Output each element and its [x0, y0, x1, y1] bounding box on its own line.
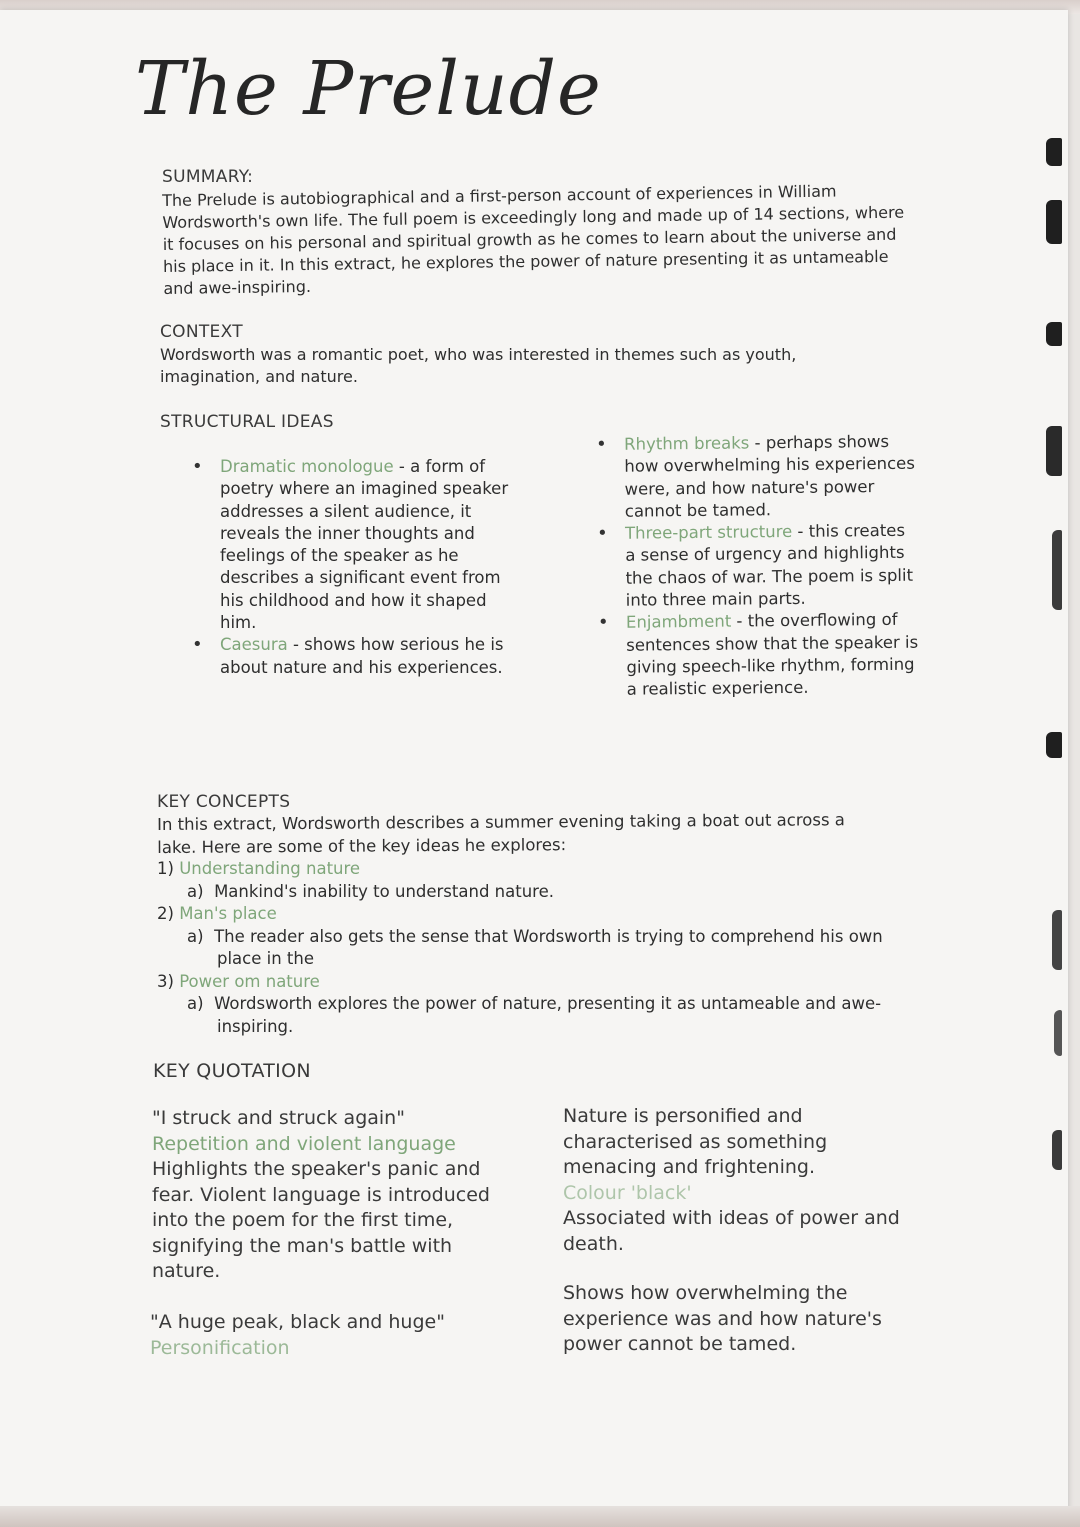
- concept-subitem: [157, 881, 897, 904]
- quotation-heading: KEY QUOTATION: [153, 1060, 311, 1082]
- concept-number: 2): [157, 904, 174, 923]
- quote-analysis: Highlights the speaker's panic and fear. Violent language is introduced into the poem for the first time, signifying the man's battle with nature.: [152, 1158, 490, 1282]
- sub-text: The reader also gets the sense that Wordsworth is trying to comprehend his own place in the: [214, 926, 883, 968]
- structural-right-list: [596, 431, 919, 702]
- divider-tab: [1046, 138, 1062, 166]
- term-caesura: Caesura: [220, 635, 288, 655]
- divider-tab: [1046, 732, 1062, 758]
- term-enjambment: Enjambment: [625, 611, 732, 633]
- concept-subitem: [157, 926, 897, 971]
- list-item: [597, 520, 918, 613]
- term-rhythm-breaks: Rhythm breaks: [624, 433, 750, 454]
- context-text: Wordsworth was a romantic poet, who was interested in themes such as youth, imagination, and nature.: [160, 345, 797, 386]
- analysis-technique: Colour 'black': [563, 1181, 692, 1204]
- quotation-right-column: [563, 1104, 923, 1358]
- sub-text: Mankind's inability to understand nature.: [214, 881, 554, 901]
- notebook-page: [0, 10, 1068, 1512]
- term-description: - shows how serious he is about nature and his experiences.: [220, 635, 504, 677]
- spacer: [563, 1257, 923, 1281]
- structural-left-list: [192, 456, 512, 679]
- term-description: - a form of poetry where an imagined speaker addresses a silent audience, it reveals the inner thoughts and feelings of the speaker as he describes a significant event from his childhood and how it shaped him.: [220, 457, 509, 633]
- sub-marker: a): [187, 881, 204, 901]
- divider-tab: [1052, 1130, 1062, 1170]
- term-three-part-structure: Three-part structure: [624, 522, 793, 543]
- list-item: [192, 456, 512, 634]
- concept-label: Man's place: [179, 904, 277, 923]
- divider-tab: [1052, 910, 1062, 970]
- concepts-heading: KEY CONCEPTS: [157, 792, 291, 812]
- quotation-block-1: [152, 1106, 512, 1285]
- list-item: [598, 609, 919, 702]
- context-heading: CONTEXT: [160, 322, 243, 342]
- summary-text: The Prelude is autobiographical and a first-person account of experiences in William Wordsworth's own life. The full poem is exceedingly long and made up of 14 sections, where it focuses on his personal and spiritual growth as he comes to learn about the universe and his place in it. In this extract, he explores the power of nature presenting it as untameable and awe-inspiring.: [162, 181, 905, 298]
- list-item: [596, 431, 917, 524]
- concept-item: [157, 971, 897, 994]
- page-bottom-edge: [0, 1506, 1080, 1527]
- term-description: - the overflowing of sentences show that the speaker is giving speech-like rhythm, forming a realistic experience.: [626, 610, 919, 699]
- quotation-block-2: [150, 1310, 510, 1361]
- concept-item: [157, 903, 897, 926]
- sub-marker: a): [187, 994, 204, 1013]
- concept-label: Understanding nature: [179, 859, 361, 878]
- concept-number: 1): [157, 859, 174, 878]
- concept-item: [157, 858, 897, 881]
- divider-tab: [1046, 200, 1062, 244]
- concepts-list: [157, 858, 897, 1038]
- quote-technique: Repetition and violent language: [152, 1132, 456, 1155]
- divider-tab: [1046, 426, 1062, 476]
- quote-technique: Personification: [150, 1336, 290, 1359]
- quote-text: "I struck and struck again": [152, 1107, 405, 1129]
- divider-tab: [1052, 530, 1062, 610]
- sub-text: Wordsworth explores the power of nature, presenting it as untameable and awe-inspiring.: [214, 994, 882, 1036]
- term-dramatic-monologue: Dramatic monologue: [220, 457, 394, 476]
- sub-marker: a): [187, 926, 204, 946]
- quote-text: "A huge peak, black and huge": [150, 1311, 445, 1333]
- analysis-text: Associated with ideas of power and death.: [563, 1207, 900, 1255]
- concept-label: Power om nature: [179, 971, 320, 991]
- structural-heading: STRUCTURAL IDEAS: [160, 412, 334, 432]
- divider-tab: [1054, 1010, 1062, 1056]
- term-description: - this creates a sense of urgency and highlights the chaos of war. The poem is split into three main parts.: [625, 520, 914, 610]
- concept-subitem: [157, 993, 897, 1038]
- summary-heading: SUMMARY:: [162, 167, 254, 187]
- page-title: The Prelude: [135, 46, 602, 132]
- concepts-intro: In this extract, Wordsworth describes a summer evening taking a boat out across a lake. Here are some of the key ideas he explores:: [157, 810, 845, 857]
- divider-tab: [1046, 322, 1062, 346]
- list-item: [192, 634, 512, 679]
- analysis-text: Shows how overwhelming the experience was and how nature's power cannot be tamed.: [563, 1282, 882, 1355]
- concept-number: 3): [157, 971, 174, 991]
- analysis-text: Nature is personified and characterised as something menacing and frightening.: [563, 1105, 828, 1178]
- term-description: - perhaps shows how overwhelming his experiences were, and how nature's power cannot be tamed.: [624, 431, 915, 521]
